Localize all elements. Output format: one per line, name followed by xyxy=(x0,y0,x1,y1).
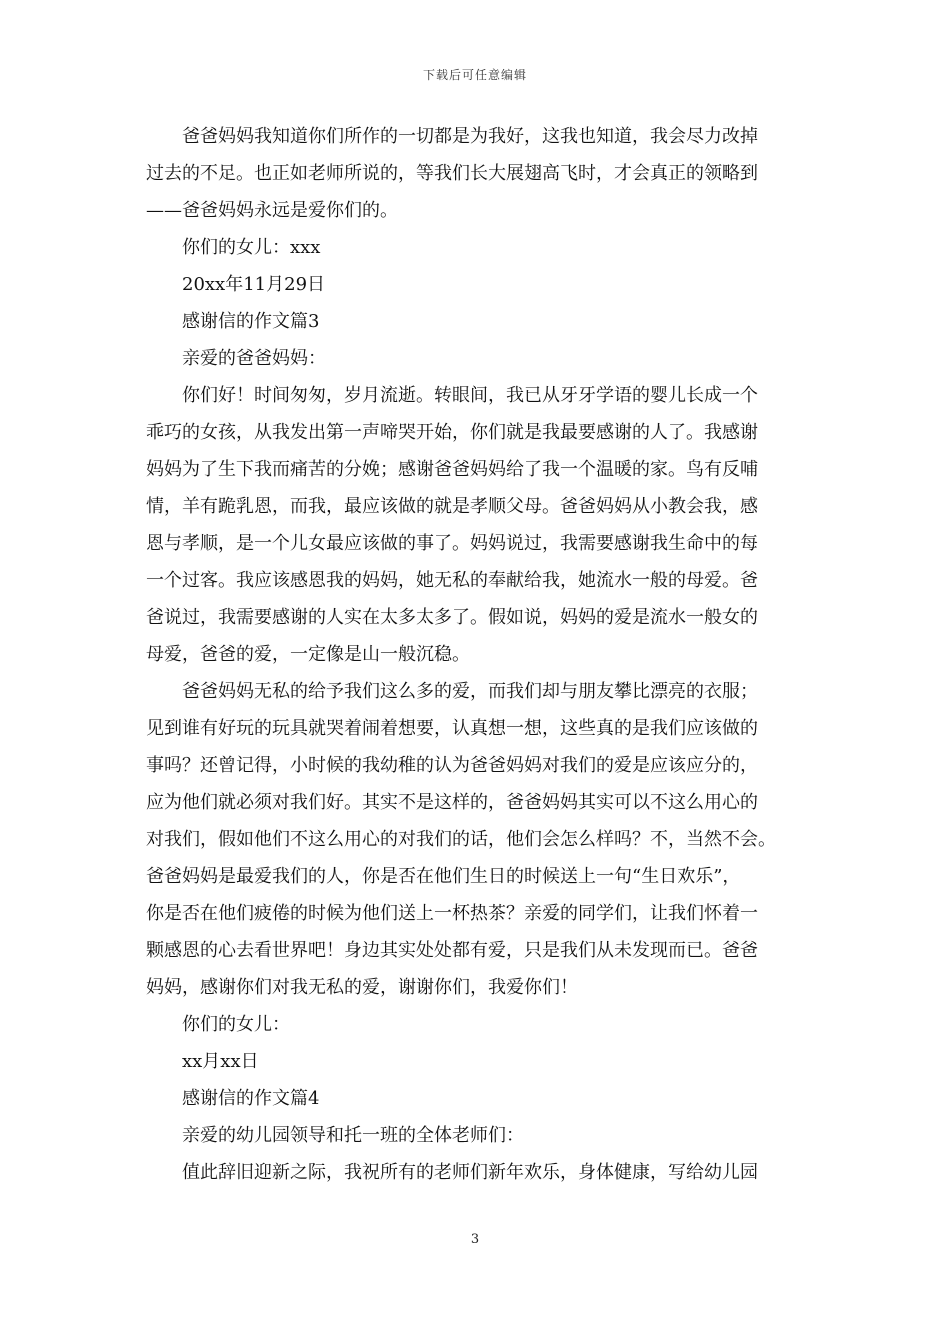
text-line: 爸爸妈妈我知道你们所作的一切都是为我好，这我也知道，我会尽力改掉 xyxy=(182,126,758,147)
text-line: 亲爱的爸爸妈妈： xyxy=(182,348,326,369)
text-line: 20xx年11月29日 xyxy=(182,274,326,295)
text-line: 一个过客。我应该感恩我的妈妈，她无私的奉献给我，她流水一般的母爱。爸 xyxy=(146,570,758,591)
text-line: 感谢信的作文篇4 xyxy=(182,1088,320,1109)
text-line: 应为他们就必须对我们好。其实不是这样的，爸爸妈妈其实可以不这么用心的 xyxy=(146,792,758,813)
text-line: 爸说过，我需要感谢的人实在太多太多了。假如说，妈妈的爱是流水一般女的 xyxy=(146,607,758,628)
text-line: 妈妈，感谢你们对我无私的爱，谢谢你们，我爱你们！ xyxy=(146,977,578,998)
text-line: 乖巧的女孩，从我发出第一声啼哭开始，你们就是我最要感谢的人了。我感谢 xyxy=(146,422,758,443)
text-line: 恩与孝顺，是一个儿女最应该做的事了。妈妈说过，我需要感谢我生命中的每 xyxy=(146,533,758,554)
text-line: 你是否在他们疲倦的时候为他们送上一杯热茶？亲爱的同学们，让我们怀着一 xyxy=(146,903,758,924)
text-line: 值此辞旧迎新之际，我祝所有的老师们新年欢乐，身体健康，写给幼儿园 xyxy=(182,1162,758,1183)
text-line: 妈妈为了生下我而痛苦的分娩；感谢爸爸妈妈给了我一个温暖的家。鸟有反哺 xyxy=(146,459,758,480)
text-line: 对我们，假如他们不这么用心的对我们的话，他们会怎么样吗？不，当然不会。 xyxy=(146,829,776,850)
text-line: 过去的不足。也正如老师所说的，等我们长大展翅高飞时，才会真正的领略到 xyxy=(146,163,758,184)
text-line: 爸爸妈妈是最爱我们的人，你是否在他们生日的时候送上一句“生日欢乐”， xyxy=(146,866,741,887)
text-line: ——爸爸妈妈永远是爱你们的。 xyxy=(146,200,398,221)
text-line: 感谢信的作文篇3 xyxy=(182,311,320,332)
page-header-note: 下载后可任意编辑 xyxy=(422,68,527,82)
page-number: 3 xyxy=(470,1232,480,1247)
text-line: 见到谁有好玩的玩具就哭着闹着想要，认真想一想，这些真的是我们应该做的 xyxy=(146,718,758,739)
text-line: 爸爸妈妈无私的给予我们这么多的爱，而我们却与朋友攀比漂亮的衣服； xyxy=(182,681,758,702)
text-line: 你们的女儿：xxx xyxy=(182,237,321,258)
text-line: 你们的女儿： xyxy=(182,1014,290,1035)
text-line: 情，羊有跪乳恩，而我，最应该做的就是孝顺父母。爸爸妈妈从小教会我，感 xyxy=(146,496,758,517)
document-body xyxy=(146,118,814,1191)
text-line: xx月xx日 xyxy=(182,1051,259,1072)
text-line: 颗感恩的心去看世界吧！身边其实处处都有爱，只是我们从未发现而已。爸爸 xyxy=(146,940,758,961)
text-line: 你们好！时间匆匆，岁月流逝。转眼间，我已从牙牙学语的婴儿长成一个 xyxy=(182,385,758,406)
text-line: 事吗？还曾记得，小时候的我幼稚的认为爸爸妈妈对我们的爱是应该应分的， xyxy=(146,755,758,776)
text-line: 母爱，爸爸的爱，一定像是山一般沉稳。 xyxy=(146,644,470,665)
text-line: 亲爱的幼儿园领导和托一班的全体老师们： xyxy=(182,1125,524,1146)
